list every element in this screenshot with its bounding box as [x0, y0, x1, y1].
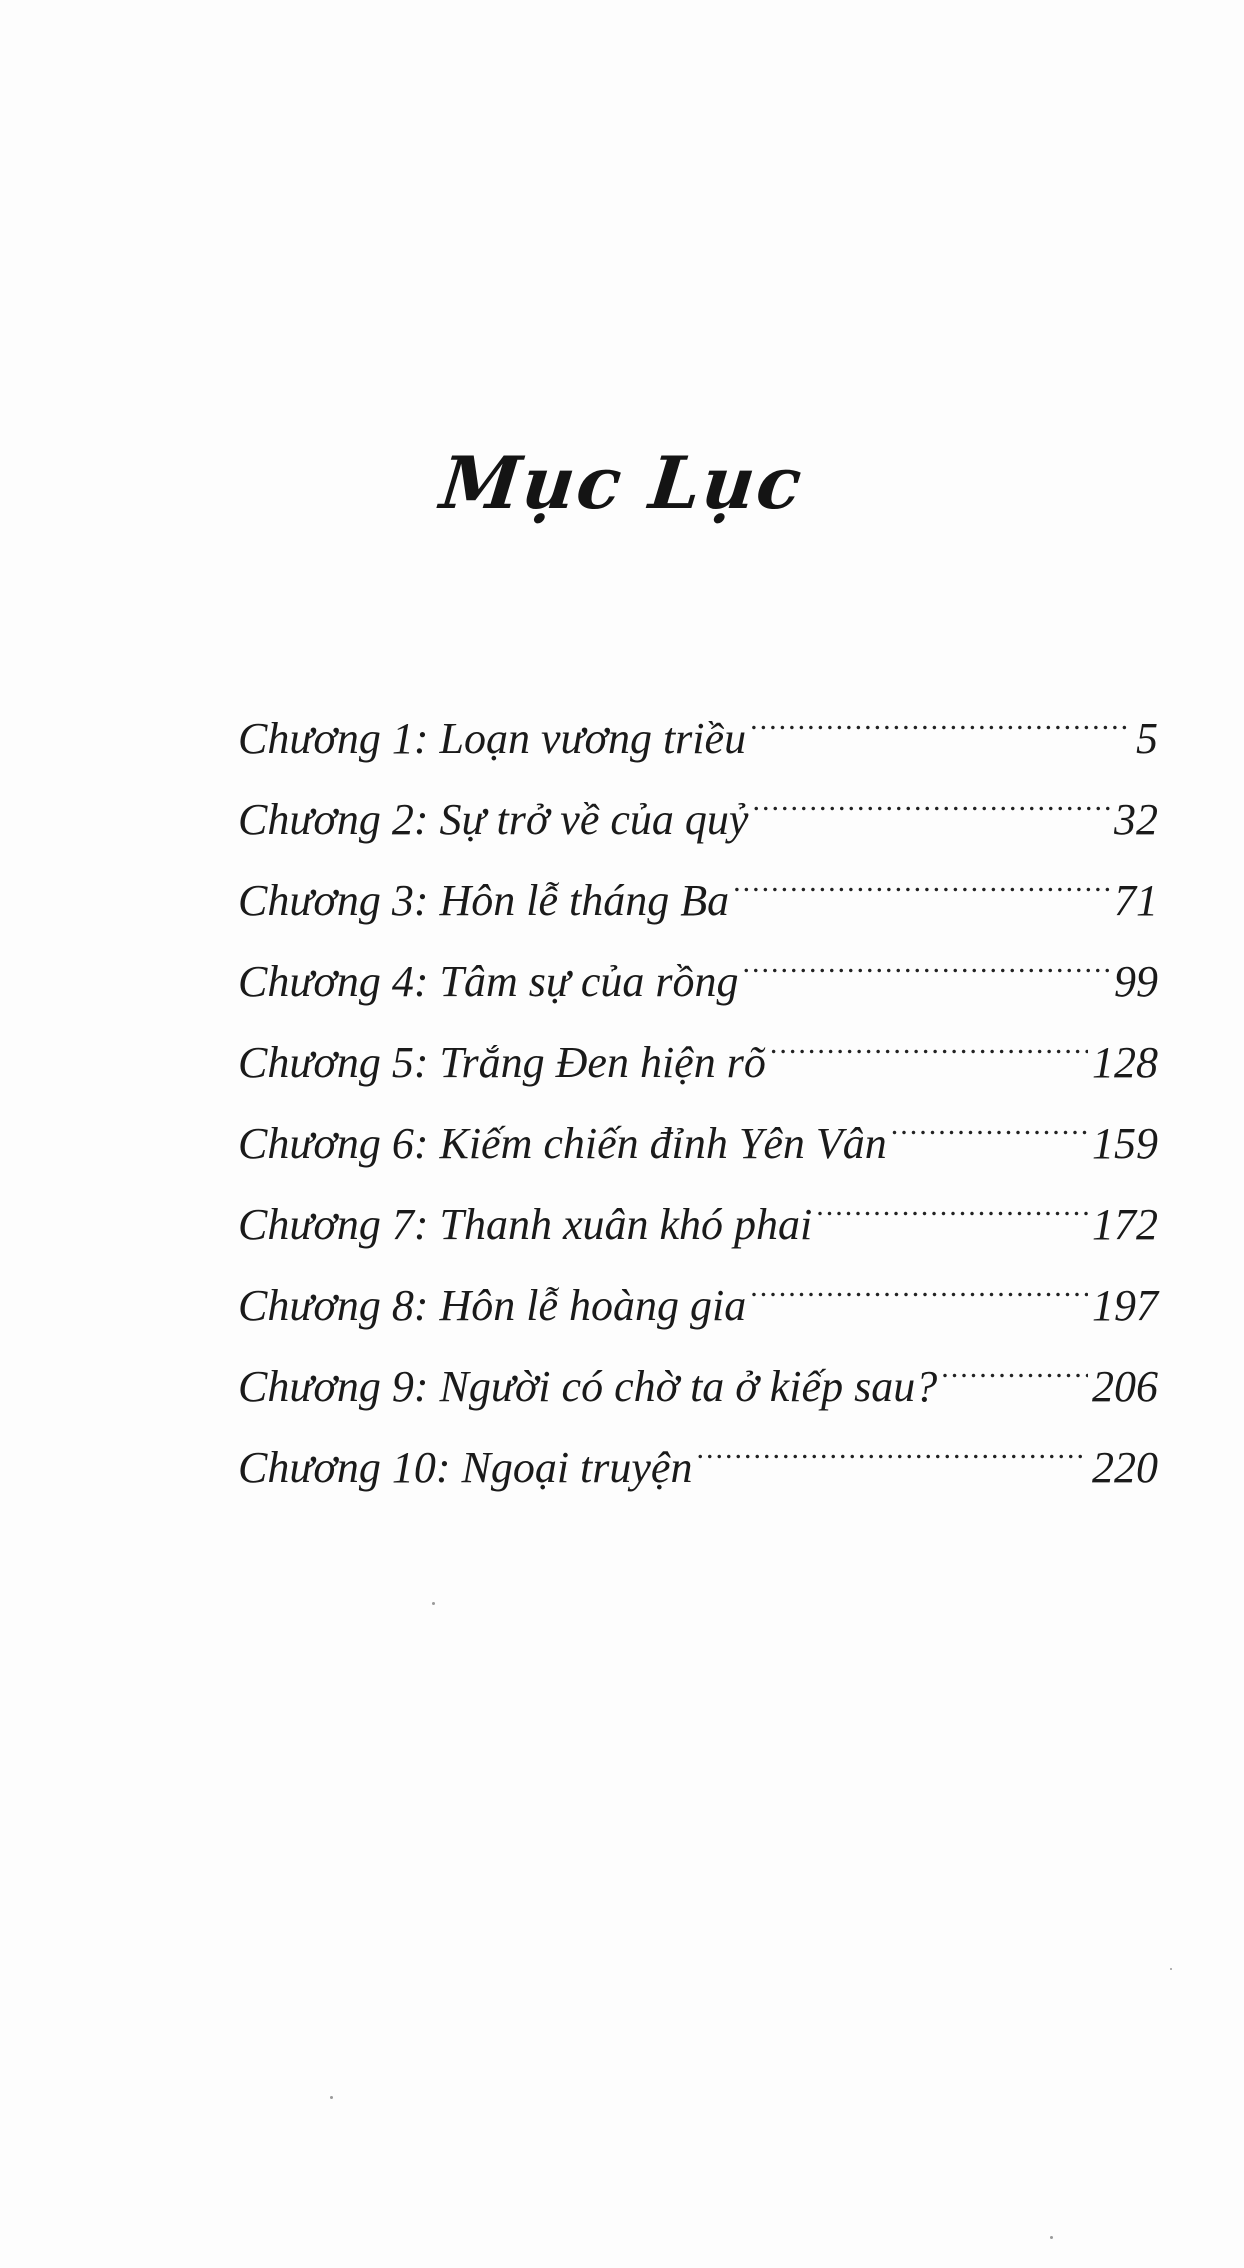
toc-entry-page: 128 — [1092, 1038, 1158, 1087]
table-of-contents — [238, 672, 1158, 1492]
toc-entry-page: 71 — [1114, 876, 1158, 925]
toc-entry-label: Chương 8: Hôn lễ hoàng gia — [238, 1281, 747, 1330]
scan-speck — [432, 1602, 435, 1605]
toc-dot-leader — [770, 996, 1088, 1077]
toc-dot-leader — [891, 1077, 1088, 1158]
toc-entry-label: Chương 6: Kiếm chiến đỉnh Yên Vân — [238, 1119, 887, 1168]
toc-dot-leader — [752, 753, 1110, 834]
toc-entry-label: Chương 9: Người có chờ ta ở kiếp sau? — [238, 1362, 938, 1411]
toc-entry-page: 197 — [1092, 1281, 1158, 1330]
toc-entry-label: Chương 5: Trắng Đen hiện rõ — [238, 1038, 766, 1087]
scan-speck — [1050, 2236, 1053, 2239]
toc-entry-label: Chương 2: Sự trở về của quỷ — [238, 795, 749, 844]
toc-dot-leader — [750, 672, 1132, 753]
toc-dot-leader — [816, 1158, 1088, 1239]
toc-entry-label: Chương 4: Tâm sự của rồng — [238, 957, 739, 1006]
toc-dot-leader — [733, 834, 1110, 915]
toc-entry-page: 206 — [1092, 1362, 1158, 1411]
scan-speck — [1170, 1968, 1172, 1970]
toc-entry-page: 5 — [1136, 714, 1158, 763]
toc-dot-leader — [743, 915, 1111, 996]
toc-entry-page: 172 — [1092, 1200, 1158, 1249]
scan-speck — [330, 2096, 333, 2099]
toc-entry — [238, 672, 1158, 763]
toc-entry-label: Chương 3: Hôn lễ tháng Ba — [238, 876, 730, 925]
toc-entry-label: Chương 1: Loạn vương triều — [238, 714, 747, 763]
page-title: Mục Lục — [436, 440, 808, 525]
toc-entry-page: 99 — [1114, 957, 1158, 1006]
toc-dot-leader — [696, 1401, 1088, 1482]
toc-dot-leader — [750, 1239, 1088, 1320]
toc-entry-label: Chương 10: Ngoại truyện — [238, 1443, 693, 1492]
toc-entry-page: 159 — [1092, 1119, 1158, 1168]
toc-dot-leader — [941, 1320, 1088, 1401]
toc-entry-label: Chương 7: Thanh xuân khó phai — [238, 1200, 813, 1249]
toc-entry-page: 32 — [1114, 795, 1158, 844]
toc-entry-page: 220 — [1092, 1443, 1158, 1492]
